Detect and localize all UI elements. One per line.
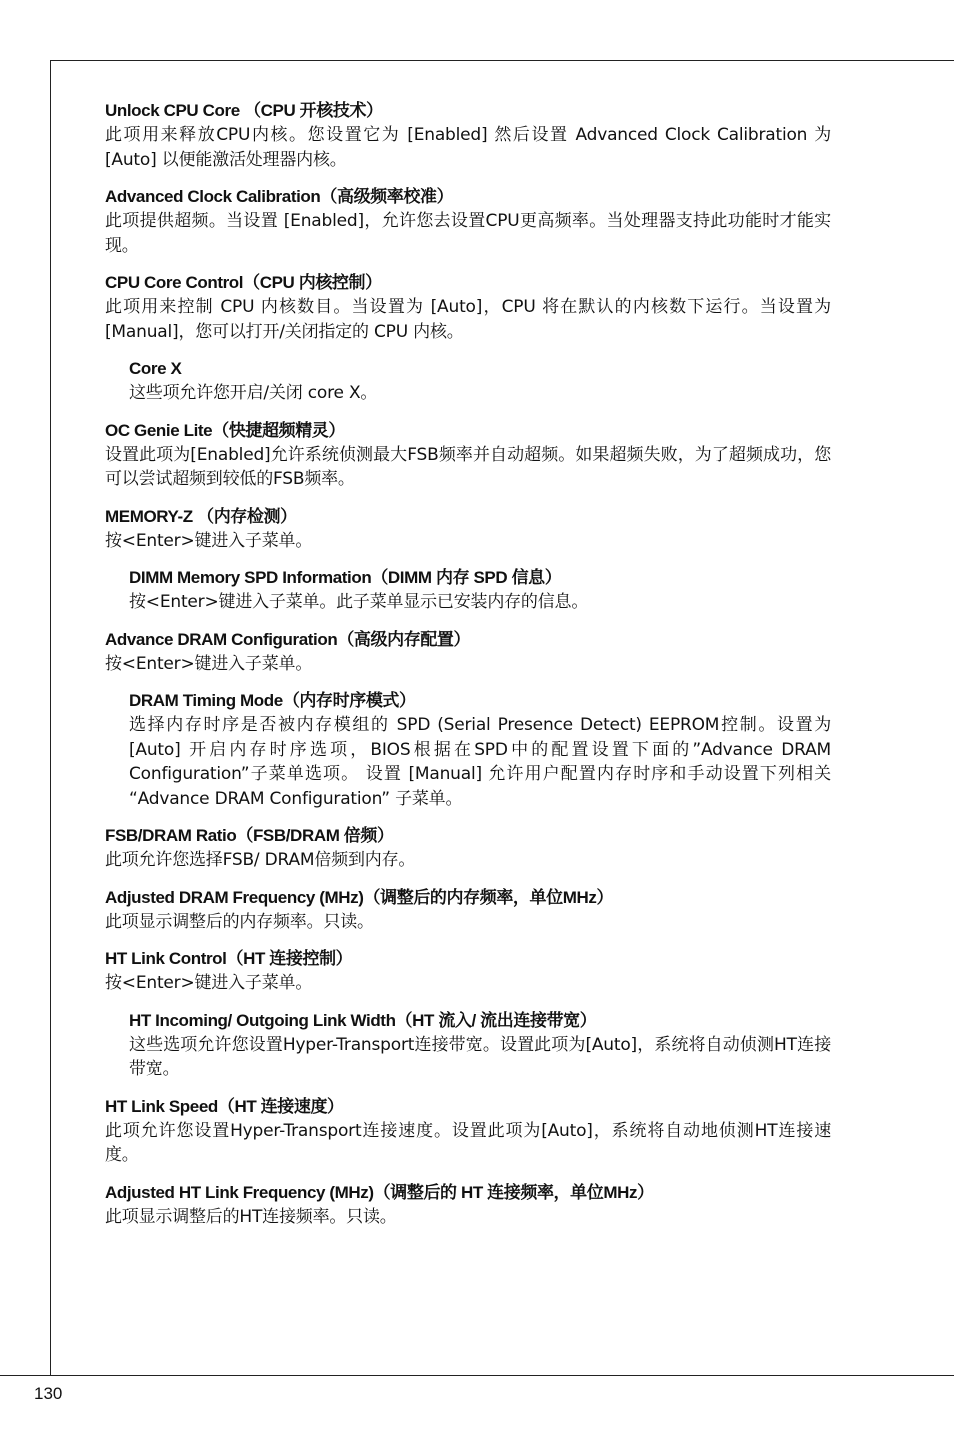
section-body: 选择内存时序是否被内存模组的 SPD (Serial Presence Detect) EEPROM控制。设置为 [Auto] 开启内存时序选项，BIOS根据在SPD中的配置设置下面的”Advance DRAM Configuration”子菜单选项。 设置 [Manual] 允许用户配置内存时序和手动设置下列相关 “Advance DRAM Configuration” 子菜单。 xyxy=(129,715,831,809)
section-cpu-core-control xyxy=(105,271,831,344)
section-title: HT Incoming/ Outgoing Link Width（HT 流入/ 流出连接带宽） xyxy=(129,1010,597,1030)
section-title: Advance DRAM Configuration（高级内存配置） xyxy=(105,629,471,649)
section-body: 按<Enter>键进入子菜单。此子菜单显示已安装内存的信息。 xyxy=(129,592,589,612)
section-title: OC Genie Lite（快捷超频精灵） xyxy=(105,420,346,440)
section-title: Unlock CPU Core （CPU 开核技术） xyxy=(105,101,383,120)
section-body: 按<Enter>键进入子菜单。 xyxy=(105,973,313,993)
section-body: 此项显示调整后的HT连接频率。只读。 xyxy=(105,1206,397,1227)
section-title: Adjusted HT Link Frequency (MHz)（调整后的 HT 连接频率，单位MHz） xyxy=(105,1182,654,1202)
section-title: FSB/DRAM Ratio（FSB/DRAM 倍频） xyxy=(105,826,394,845)
section-adjusted-ht-link-frequency xyxy=(105,1181,831,1230)
section-body: 此项用来释放CPU内核。您设置它为 [Enabled] 然后设置 Advanced Clock Calibration 为 [Auto] 以便能激活处理器内核。 xyxy=(105,125,831,170)
section-title: Core X xyxy=(129,359,182,378)
section-oc-genie-lite xyxy=(105,419,831,492)
section-ht-link-control xyxy=(105,947,831,996)
section-title: Advanced Clock Calibration（高级频率校准） xyxy=(105,187,454,206)
section-ht-link-speed xyxy=(105,1095,831,1168)
section-title: MEMORY-Z （内存检测） xyxy=(105,506,297,526)
section-advance-dram-configuration xyxy=(105,628,831,677)
section-body: 这些项允许您开启/关闭 core X。 xyxy=(129,383,378,403)
section-body: 此项允许您设置Hyper-Transport连接速度。设置此项为[Auto]，系统将自动地侦测HT连接速度。 xyxy=(105,1120,831,1165)
subsection-core-x xyxy=(129,357,831,406)
section-title: DRAM Timing Mode（内存时序模式） xyxy=(129,691,416,710)
section-advanced-clock-calibration xyxy=(105,185,831,258)
section-unlock-cpu-core xyxy=(105,99,831,172)
page-frame-top-rule xyxy=(50,60,954,61)
section-body: 按<Enter>键进入子菜单。 xyxy=(105,530,313,551)
section-title: CPU Core Control（CPU 内核控制） xyxy=(105,273,382,292)
section-memory-z xyxy=(105,505,831,554)
section-body: 此项显示调整后的内存频率。只读。 xyxy=(105,911,374,932)
section-body: 此项允许您选择FSB/ DRAM倍频到内存。 xyxy=(105,850,416,870)
subsection-dram-timing-mode xyxy=(129,689,831,811)
section-title: DIMM Memory SPD Information（DIMM 内存 SPD 信息） xyxy=(129,568,562,587)
section-title: HT Link Speed（HT 连接速度） xyxy=(105,1096,344,1116)
subsection-ht-link-width xyxy=(129,1009,831,1082)
section-title: Adjusted DRAM Frequency (MHz)（调整后的内存频率，单位MHz） xyxy=(105,887,614,907)
section-fsb-dram-ratio xyxy=(105,824,831,873)
subsection-dimm-memory-spd-information xyxy=(129,566,831,615)
section-title: HT Link Control（HT 连接控制） xyxy=(105,949,353,968)
section-adjusted-dram-frequency xyxy=(105,886,831,935)
section-body: 此项提供超频。当设置 [Enabled]，允许您去设置CPU更高频率。当处理器支持此功能时才能实现。 xyxy=(105,211,831,256)
page-frame-bottom-rule xyxy=(0,1375,954,1376)
section-body: 这些选项允许您设置Hyper-Transport连接带宽。设置此项为[Auto]，系统将自动侦测HT连接带宽。 xyxy=(129,1034,831,1079)
page-frame-left-rule xyxy=(50,60,51,1375)
section-body: 按<Enter>键进入子菜单。 xyxy=(105,653,313,674)
page-number: 130 xyxy=(34,1384,63,1403)
manual-content xyxy=(105,99,831,1242)
section-body: 设置此项为[Enabled]允许系统侦测最大FSB频率并自动超频。如果超频失败，为了超频成功，您可以尝试超频到较低的FSB频率。 xyxy=(105,444,831,489)
section-body: 此项用来控制 CPU 内核数目。当设置为 [Auto]，CPU 将在默认的内核数下运行。当设置为 [Manual]，您可以打开/关闭指定的 CPU 内核。 xyxy=(105,297,831,342)
